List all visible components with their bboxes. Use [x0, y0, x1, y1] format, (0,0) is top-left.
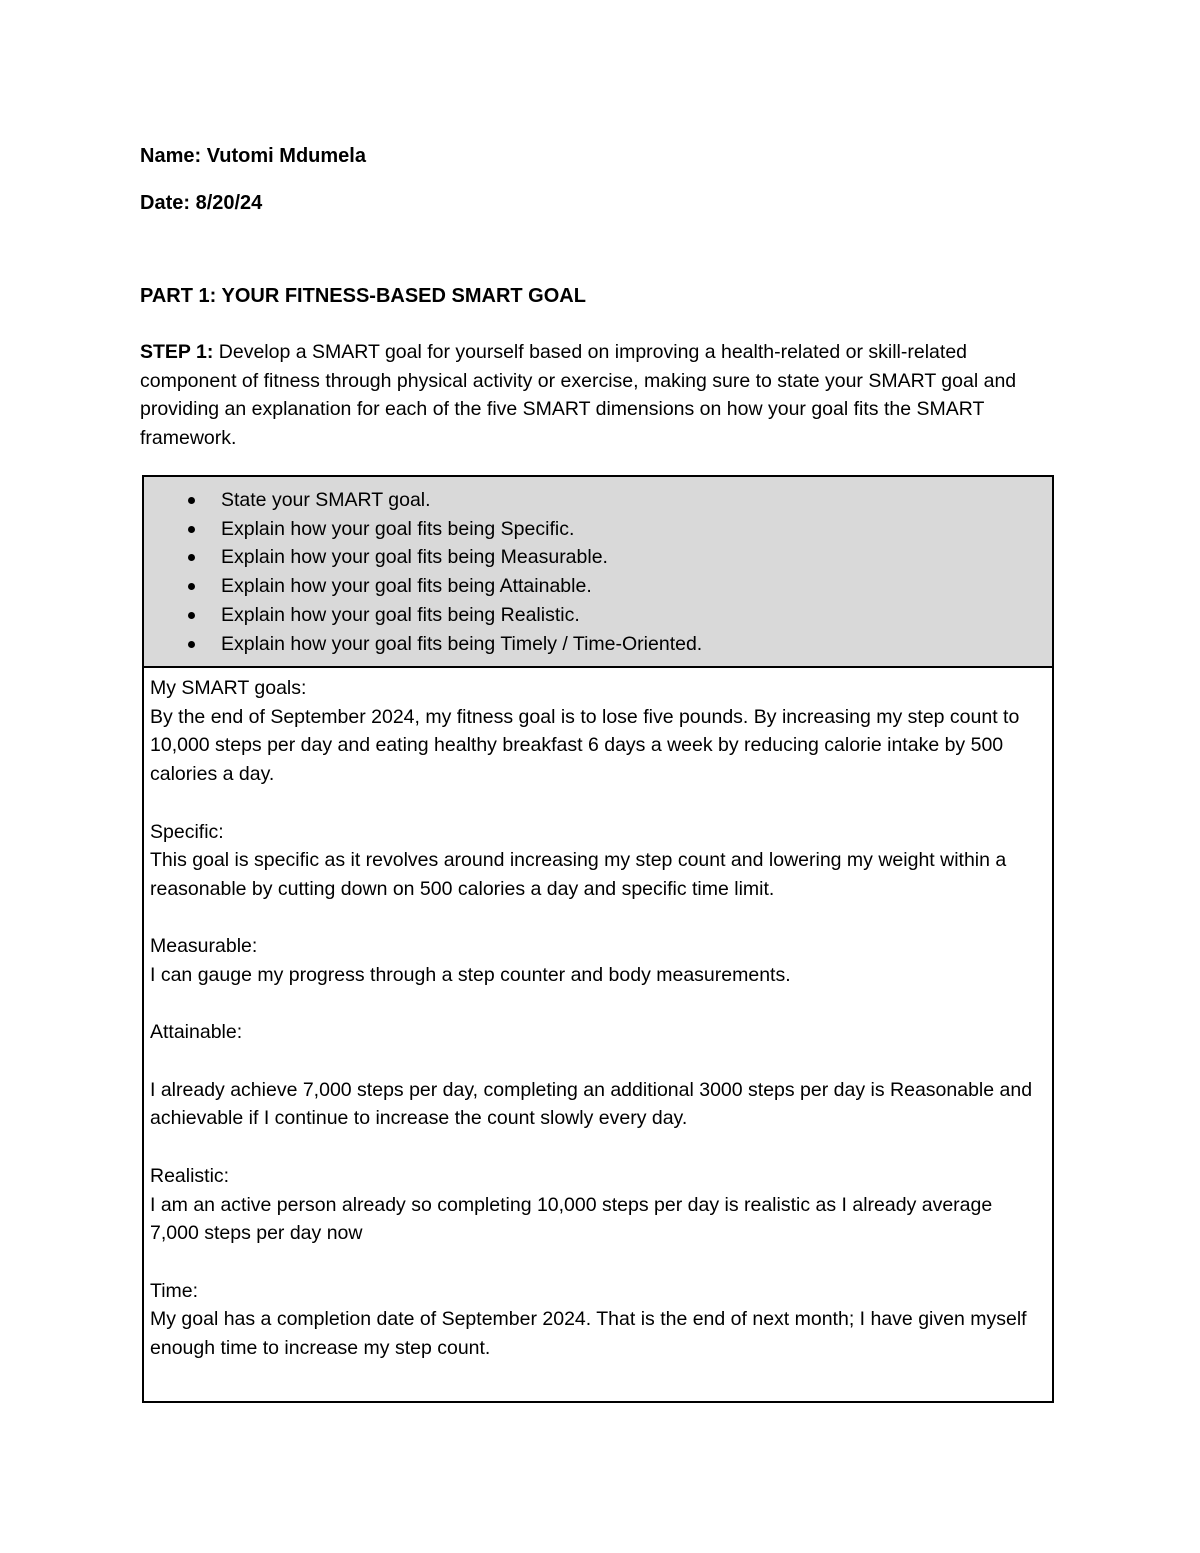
- measurable-text: I can gauge my progress through a step counter and body measurements.: [150, 964, 791, 986]
- bullet-icon: [188, 497, 195, 504]
- bullet-icon: [188, 641, 195, 648]
- time-text: My goal has a completion date of September 2024. That is the end of next month; I have given myself enough time to increase my step count.: [150, 1308, 1027, 1360]
- realistic-heading: Realistic:: [150, 1164, 230, 1187]
- step-instructions: [140, 338, 1065, 453]
- bullet-icon: [188, 526, 195, 533]
- instruction-item: Explain how your goal fits being Specific.: [144, 515, 1052, 544]
- step-label: STEP 1:: [140, 341, 214, 363]
- attainable-heading: Attainable:: [150, 1021, 243, 1044]
- goal-text: By the end of September 2024, my fitness goal is to lose five pounds. By increasing my step count to 10,000 steps per day and eating healthy breakfast 6 days a week by reducing calorie intake by 500 calories a day.: [150, 705, 1020, 786]
- smart-goal-table: [142, 475, 1054, 1403]
- spacer: [150, 789, 1046, 818]
- assignment-date: Date: 8/20/24: [140, 192, 263, 214]
- spacer: [150, 990, 1046, 1019]
- measurable-heading: Measurable:: [150, 935, 258, 958]
- spacer: [150, 1248, 1046, 1277]
- realistic-text: I am an active person already so completing 10,000 steps per day is realistic as I already average 7,000 steps per day now: [150, 1193, 993, 1245]
- part-title: PART 1: YOUR FITNESS-BASED SMART GOAL: [140, 285, 586, 307]
- instruction-item: State your SMART goal.: [144, 486, 1052, 515]
- spacer: [150, 904, 1046, 933]
- bullet-icon: [188, 583, 195, 590]
- student-name: Name: Vutomi Mdumela: [140, 145, 366, 167]
- instruction-item: Explain how your goal fits being Timely / Time-Oriented.: [144, 630, 1052, 659]
- instruction-item: Explain how your goal fits being Measurable.: [144, 543, 1052, 572]
- spacer: [150, 1133, 1046, 1162]
- spacer: [150, 1047, 1046, 1076]
- specific-heading: Specific:: [150, 820, 224, 843]
- bullet-icon: [188, 554, 195, 561]
- instruction-item: Explain how your goal fits being Realistic.: [144, 601, 1052, 630]
- specific-text: This goal is specific as it revolves around increasing my step count and lowering my weight within a reasonable by cutting down on 500 calories a day and specific time limit.: [150, 849, 1007, 900]
- time-heading: Time:: [150, 1279, 199, 1302]
- instructions-list: [144, 477, 1052, 658]
- attainable-text: I already achieve 7,000 steps per day, completing an additional 3000 steps per day is Reasonable and achievable if I continue to increase the count slowly every day.: [150, 1078, 1033, 1130]
- instructions-cell: [144, 477, 1052, 668]
- response-cell: [144, 668, 1052, 1363]
- bullet-icon: [188, 612, 195, 619]
- step-text: Develop a SMART goal for yourself based on improving a health-related or skill-related component of fitness through physical activity or exercise, making sure to state your SMART goal and providing an explanation for each of the five SMART dimensions on how your goal fits the SMART framework.: [140, 341, 1017, 450]
- instruction-item: Explain how your goal fits being Attainable.: [144, 572, 1052, 601]
- goal-heading: My SMART goals:: [150, 677, 307, 699]
